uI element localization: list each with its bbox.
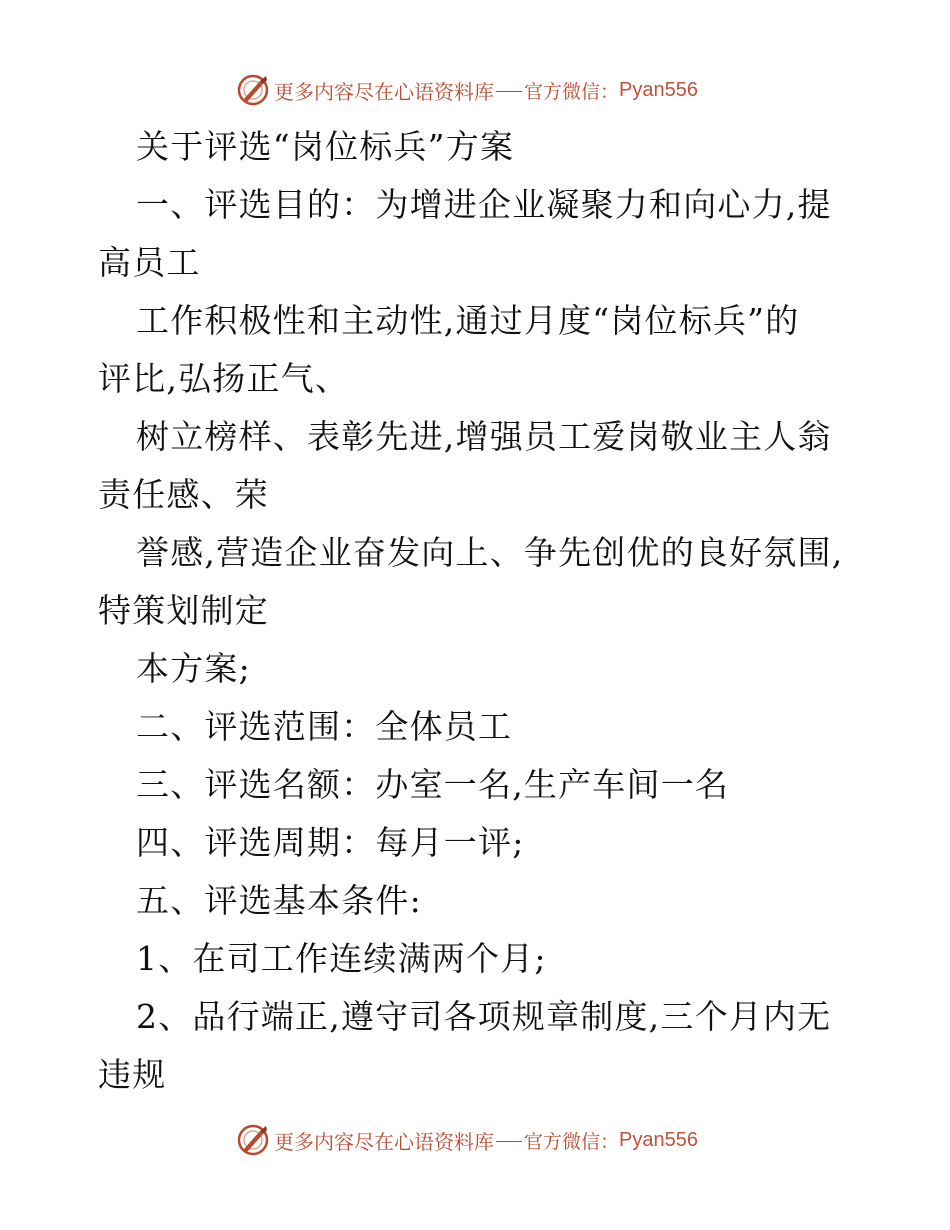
header-watermark <box>236 72 698 108</box>
section-heading: 二、评选范围：全体员工 <box>136 707 513 746</box>
text-line: 本方案; <box>136 649 251 688</box>
watermark-wechat-id: Pyan556 <box>619 78 698 101</box>
list-item: 1、在司工作连续满两个月; <box>136 939 547 978</box>
text-line: 一、评选目的：为增进企业凝聚力和向心力,提 <box>136 185 832 224</box>
text-line: 誉感,营造企业奋发向上、争先创优的良好氛围, <box>136 533 844 572</box>
text-line: 树立榜样、表彰先进,增强员工爱岗敬业主人翁 <box>136 417 832 456</box>
watermark-label: 官方微信： <box>524 1130 620 1153</box>
watermark-dash <box>496 1141 522 1142</box>
list-item: 2、品行端正,遵守司各项规章制度,三个月内无 <box>136 997 832 1036</box>
text-line: 责任感、荣 <box>98 475 269 514</box>
footer-watermark <box>236 1122 698 1158</box>
watermark-label: 官方微信： <box>524 80 620 103</box>
text-line: 高员工 <box>98 243 201 282</box>
watermark-brand: 更多内容尽在心语资料库 <box>274 79 494 104</box>
watermark-wechat-id: Pyan556 <box>619 1128 698 1151</box>
section-heading: 三、评选名额：办室一名,生产车间一名 <box>136 765 730 804</box>
section-heading: 五、评选基本条件: <box>136 881 422 920</box>
doc-title: 关于评选“岗位标兵”方案 <box>136 127 515 166</box>
section-heading: 四、评选周期：每月一评; <box>136 823 525 862</box>
list-item-continuation: 违规 <box>98 1055 167 1094</box>
text-line: 特策划制定 <box>98 591 269 630</box>
watermark-brand: 更多内容尽在心语资料库 <box>274 1129 494 1154</box>
text-line: 工作积极性和主动性,通过月度“岗位标兵”的 <box>136 301 800 340</box>
quill-seal-logo-icon <box>236 1123 270 1157</box>
text-line: 评比,弘扬正气、 <box>98 359 350 398</box>
watermark-dash <box>496 91 522 92</box>
quill-seal-logo-icon <box>236 73 270 107</box>
